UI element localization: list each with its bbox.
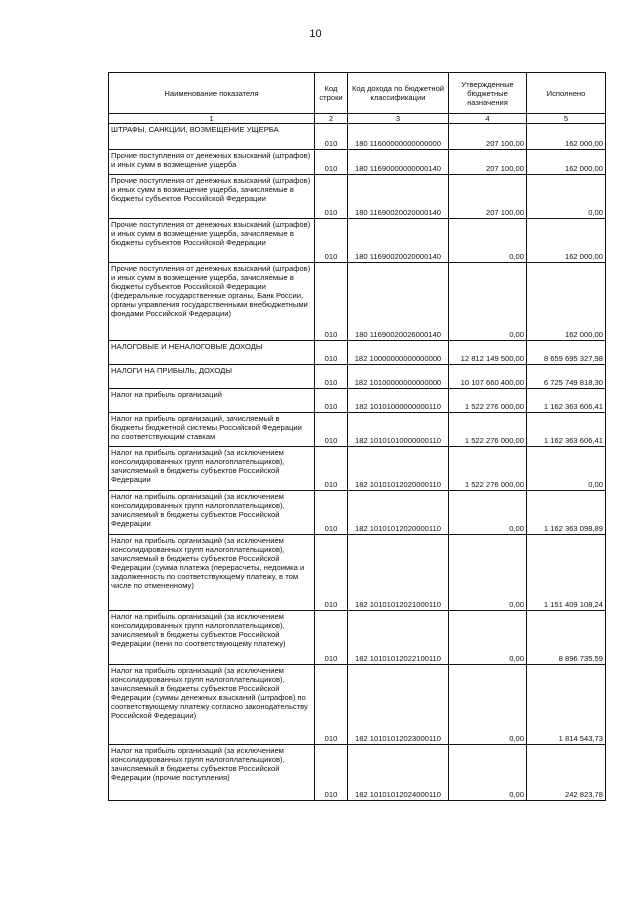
executed-amount: 1 162 363 098,89	[527, 491, 606, 535]
executed-amount: 8 896 735,59	[527, 611, 606, 665]
column-number: 5	[527, 114, 606, 124]
approved-amount: 0,00	[449, 611, 527, 665]
executed-amount: 6 725 749 818,30	[527, 365, 606, 389]
executed-amount: 1 162 363 606,41	[527, 413, 606, 447]
indicator-name: Налог на прибыль организаций (за исключением консолидированных групп налогоплательщиков), зачисляемый в бюджеты субъектов Российской Федерации (прочие поступления)	[109, 745, 315, 801]
approved-amount: 0,00	[449, 745, 527, 801]
executed-amount: 162 000,00	[527, 263, 606, 341]
approved-amount: 0,00	[449, 263, 527, 341]
header-executed: Исполнено	[527, 73, 606, 114]
income-code: 182 10101010000000110	[348, 413, 449, 447]
line-code: 010	[315, 219, 348, 263]
header-indicator-name: Наименование показателя	[109, 73, 315, 114]
table-row	[109, 175, 606, 219]
approved-amount: 0,00	[449, 665, 527, 745]
indicator-name: НАЛОГИ НА ПРИБЫЛЬ, ДОХОДЫ	[109, 365, 315, 389]
executed-amount: 0,00	[527, 447, 606, 491]
income-code: 182 10101012022100110	[348, 611, 449, 665]
line-code: 010	[315, 365, 348, 389]
table-row	[109, 535, 606, 611]
executed-amount: 0,00	[527, 175, 606, 219]
income-code: 180 11690000000000140	[348, 150, 449, 175]
indicator-name: Прочие поступления от денежных взысканий (штрафов) и иных сумм в возмещение ущерба	[109, 150, 315, 175]
indicator-name: Налог на прибыль организаций (за исключением консолидированных групп налогоплательщиков), зачисляемый в бюджеты субъектов Российской Федерации (суммы денежных взысканий (штрафов) по соответствующему платежу согласно законодательству Российской Федерации)	[109, 665, 315, 745]
executed-amount: 242 823,78	[527, 745, 606, 801]
table-row	[109, 665, 606, 745]
income-code: 182 10101012023000110	[348, 665, 449, 745]
table-row	[109, 365, 606, 389]
header-approved: Утвержденные бюджетные назначения	[449, 73, 527, 114]
header-line-code: Код строки	[315, 73, 348, 114]
line-code: 010	[315, 341, 348, 365]
approved-amount: 207 100,00	[449, 124, 527, 150]
income-code: 180 11600000000000000	[348, 124, 449, 150]
approved-amount: 207 100,00	[449, 150, 527, 175]
line-code: 010	[315, 447, 348, 491]
column-number-row	[109, 114, 606, 124]
approved-amount: 0,00	[449, 219, 527, 263]
income-code: 182 10101012020000110	[348, 447, 449, 491]
indicator-name: Налог на прибыль организаций (за исключением консолидированных групп налогоплательщиков), зачисляемый в бюджеты субъектов Российской Федерации (сумма платежа (перерасчеты, недоимка и задолженность по соответствующему платежу, в том числе по отмененному)	[109, 535, 315, 611]
indicator-name: Налог на прибыль организаций (за исключением консолидированных групп налогоплательщиков), зачисляемый в бюджеты субъектов Российской Федерации	[109, 491, 315, 535]
table-row	[109, 150, 606, 175]
executed-amount: 1 151 409 108,24	[527, 535, 606, 611]
table-row	[109, 219, 606, 263]
indicator-name: Налог на прибыль организаций	[109, 389, 315, 413]
approved-amount: 1 522 276 000,00	[449, 413, 527, 447]
line-code: 010	[315, 175, 348, 219]
header-income-code: Код дохода по бюджетной классификации	[348, 73, 449, 114]
approved-amount: 207 100,00	[449, 175, 527, 219]
executed-amount: 162 000,00	[527, 150, 606, 175]
budget-execution-table	[108, 72, 606, 801]
table-row	[109, 745, 606, 801]
income-code: 180 11690020020000140	[348, 219, 449, 263]
income-code: 180 11690020020000140	[348, 175, 449, 219]
approved-amount: 1 522 276 000,00	[449, 389, 527, 413]
approved-amount: 1 522 276 000,00	[449, 447, 527, 491]
income-code: 180 11690020026000140	[348, 263, 449, 341]
page-number: 10	[309, 28, 322, 40]
indicator-name: Прочие поступления от денежных взысканий (штрафов) и иных сумм в возмещение ущерба, зачисляемые в бюджеты субъектов Российской Федерации	[109, 175, 315, 219]
indicator-name: Налог на прибыль организаций, зачисляемый в бюджеты бюджетной системы Российской Федерации по соответствующим ставкам	[109, 413, 315, 447]
column-number: 3	[348, 114, 449, 124]
income-code: 182 10101012024000110	[348, 745, 449, 801]
executed-amount: 162 000,00	[527, 219, 606, 263]
executed-amount: 162 000,00	[527, 124, 606, 150]
table-row	[109, 263, 606, 341]
column-number: 1	[109, 114, 315, 124]
table-row	[109, 341, 606, 365]
income-code: 182 10101012020000110	[348, 491, 449, 535]
indicator-name: Прочие поступления от денежных взысканий (штрафов) и иных сумм в возмещение ущерба, зачисляемые в бюджеты субъектов Российской Федерации (федеральные государственные органы, Банк России, органы управления государственными внебюджетными фондами Российской Федерации)	[109, 263, 315, 341]
table-row	[109, 611, 606, 665]
line-code: 010	[315, 150, 348, 175]
approved-amount: 0,00	[449, 491, 527, 535]
table-row	[109, 389, 606, 413]
executed-amount: 1 162 363 606,41	[527, 389, 606, 413]
table-row	[109, 447, 606, 491]
income-code: 182 10101012021000110	[348, 535, 449, 611]
approved-amount: 12 812 149 500,00	[449, 341, 527, 365]
line-code: 010	[315, 491, 348, 535]
table-row	[109, 124, 606, 150]
line-code: 010	[315, 389, 348, 413]
income-code: 182 10000000000000000	[348, 341, 449, 365]
approved-amount: 0,00	[449, 535, 527, 611]
line-code: 010	[315, 263, 348, 341]
line-code: 010	[315, 413, 348, 447]
table-row	[109, 491, 606, 535]
line-code: 010	[315, 745, 348, 801]
indicator-name: НАЛОГОВЫЕ И НЕНАЛОГОВЫЕ ДОХОДЫ	[109, 341, 315, 365]
indicator-name: Прочие поступления от денежных взысканий (штрафов) и иных сумм в возмещение ущерба, зачисляемые в бюджеты субъектов Российской Федерации	[109, 219, 315, 263]
income-code: 182 10100000000000000	[348, 365, 449, 389]
header-row	[109, 73, 606, 114]
column-number: 4	[449, 114, 527, 124]
table-row	[109, 413, 606, 447]
executed-amount: 1 814 543,73	[527, 665, 606, 745]
indicator-name: ШТРАФЫ, САНКЦИИ, ВОЗМЕЩЕНИЕ УЩЕРБА	[109, 124, 315, 150]
line-code: 010	[315, 535, 348, 611]
executed-amount: 8 659 695 327,98	[527, 341, 606, 365]
line-code: 010	[315, 665, 348, 745]
income-code: 182 10101000000000110	[348, 389, 449, 413]
indicator-name: Налог на прибыль организаций (за исключением консолидированных групп налогоплательщиков), зачисляемый в бюджеты субъектов Российской Федерации	[109, 447, 315, 491]
line-code: 010	[315, 124, 348, 150]
line-code: 010	[315, 611, 348, 665]
indicator-name: Налог на прибыль организаций (за исключением консолидированных групп налогоплательщиков), зачисляемый в бюджеты субъектов Российской Федерации (пени по соответствующему платежу)	[109, 611, 315, 665]
column-number: 2	[315, 114, 348, 124]
approved-amount: 10 107 660 400,00	[449, 365, 527, 389]
